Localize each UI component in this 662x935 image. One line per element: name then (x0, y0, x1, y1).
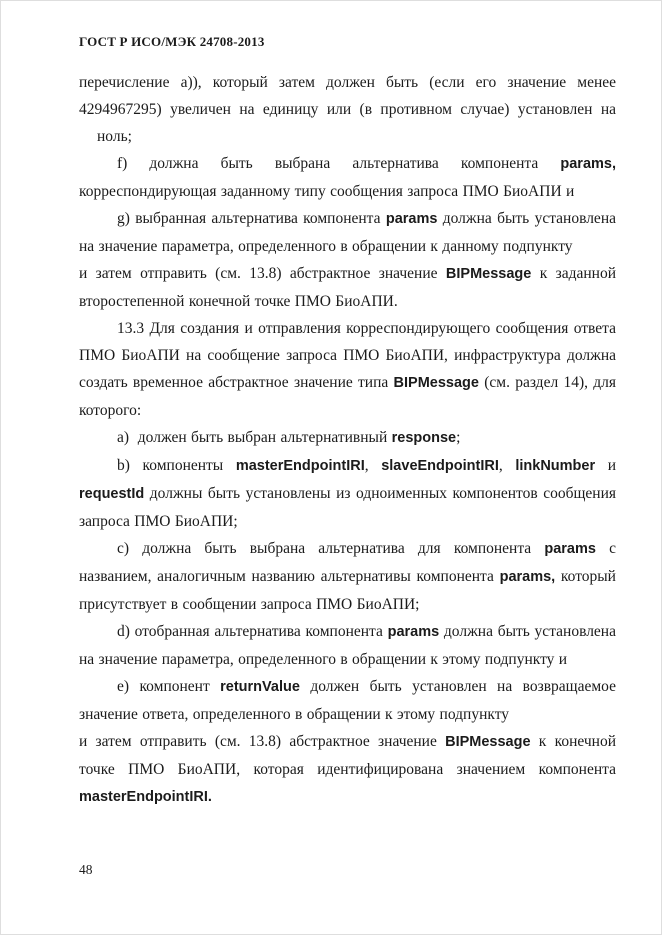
paragraph (79, 424, 616, 452)
page-number: 48 (79, 862, 93, 877)
paragraph (79, 728, 616, 811)
text-run: корреспондирующая заданному типу сообщения запроса ПМО БиоАПИ и (79, 183, 575, 200)
code-term: params (544, 541, 596, 557)
code-term: BIPMessage (393, 375, 479, 391)
text-run: должна быть установлена на значение параметра, определенного в обращении к этому подпункту и (79, 623, 616, 668)
text-run: ноль; (97, 128, 132, 145)
code-term: masterEndpointIRI (235, 458, 365, 474)
text-run: , (364, 457, 382, 474)
code-term: masterEndpointIRI. (79, 789, 212, 805)
text-run: b) компоненты (117, 457, 236, 474)
text-run: к заданной второстепенной конечной точке ПМО БиоАПИ. (79, 265, 617, 310)
paragraph (79, 535, 616, 618)
paragraph (79, 150, 616, 205)
text-run: 13.3 Для создания и отправления корреспондирующего сообщения ответа ПМО БиоАПИ на сообщение запроса ПМО БиоАПИ, инфраструктура должна создать временное абстрактное значение типа (79, 320, 616, 391)
text-run: d) отобранная альтернатива компонента (117, 623, 388, 640)
paragraph (79, 673, 616, 728)
text-run: с названием, аналогичным названию альтернативы компонента (79, 540, 616, 585)
paragraph (79, 618, 616, 673)
paragraph (79, 315, 616, 424)
text-run: , (498, 457, 516, 474)
code-term: linkNumber (515, 458, 596, 474)
text-run: f) должна быть выбрана альтернатива компонента (117, 155, 561, 172)
code-term: BIPMessage (445, 734, 531, 750)
text-run: должна быть установлена на значение параметра, определенного в обращении к данному подпункту (79, 210, 616, 255)
code-term: BIPMessage (445, 266, 532, 282)
code-term: requestId (79, 486, 145, 502)
text-run: должны быть установлены из одноименных компонентов сообщения запроса ПМО БиоАПИ; (79, 485, 616, 530)
text-run: к конечной точке ПМО БиоАПИ, которая идентифицирована значением компонента (79, 733, 616, 778)
code-term: params (385, 211, 438, 227)
text-run: (см. раздел 14), для которого: (79, 374, 616, 419)
code-term: slaveEndpointIRI (381, 458, 499, 474)
document-header: ГОСТ Р ИСО/МЭК 24708-2013 (79, 34, 265, 49)
paragraph (79, 260, 616, 315)
code-term: params, (499, 569, 556, 585)
document-body (79, 69, 616, 811)
code-term: params, (560, 156, 616, 172)
text-run: перечисление а)), который затем должен быть (если его значение менее 4294967295) увеличен на единицу или (в противном случае) установлен на (79, 74, 616, 118)
text-run: g) выбранная альтернатива компонента (117, 210, 386, 227)
text-run: и затем отправить (см. 13.8) абстрактное значение (79, 733, 446, 750)
text-run: c) должна быть выбрана альтернатива для компонента (117, 540, 545, 557)
paragraph (97, 123, 616, 150)
paragraph (79, 452, 616, 535)
code-term: params (387, 624, 440, 640)
text-run: e) компонент (117, 678, 221, 695)
text-run: должен быть установлен на возвращаемое значение ответа, определенного в обращении к этому подпункту (79, 678, 616, 723)
code-term: response (391, 430, 457, 446)
paragraph (79, 205, 616, 260)
text-run: и (595, 457, 617, 474)
text-run: и затем отправить (см. 13.8) абстрактное значение (79, 265, 446, 282)
code-term: returnValue (220, 679, 300, 695)
paragraph (79, 69, 616, 123)
text-run: который присутствует в сообщении запроса ПМО БиоАПИ; (79, 568, 616, 613)
text-run: a) должен быть выбран альтернативный (117, 429, 392, 446)
text-run: ; (456, 429, 461, 446)
